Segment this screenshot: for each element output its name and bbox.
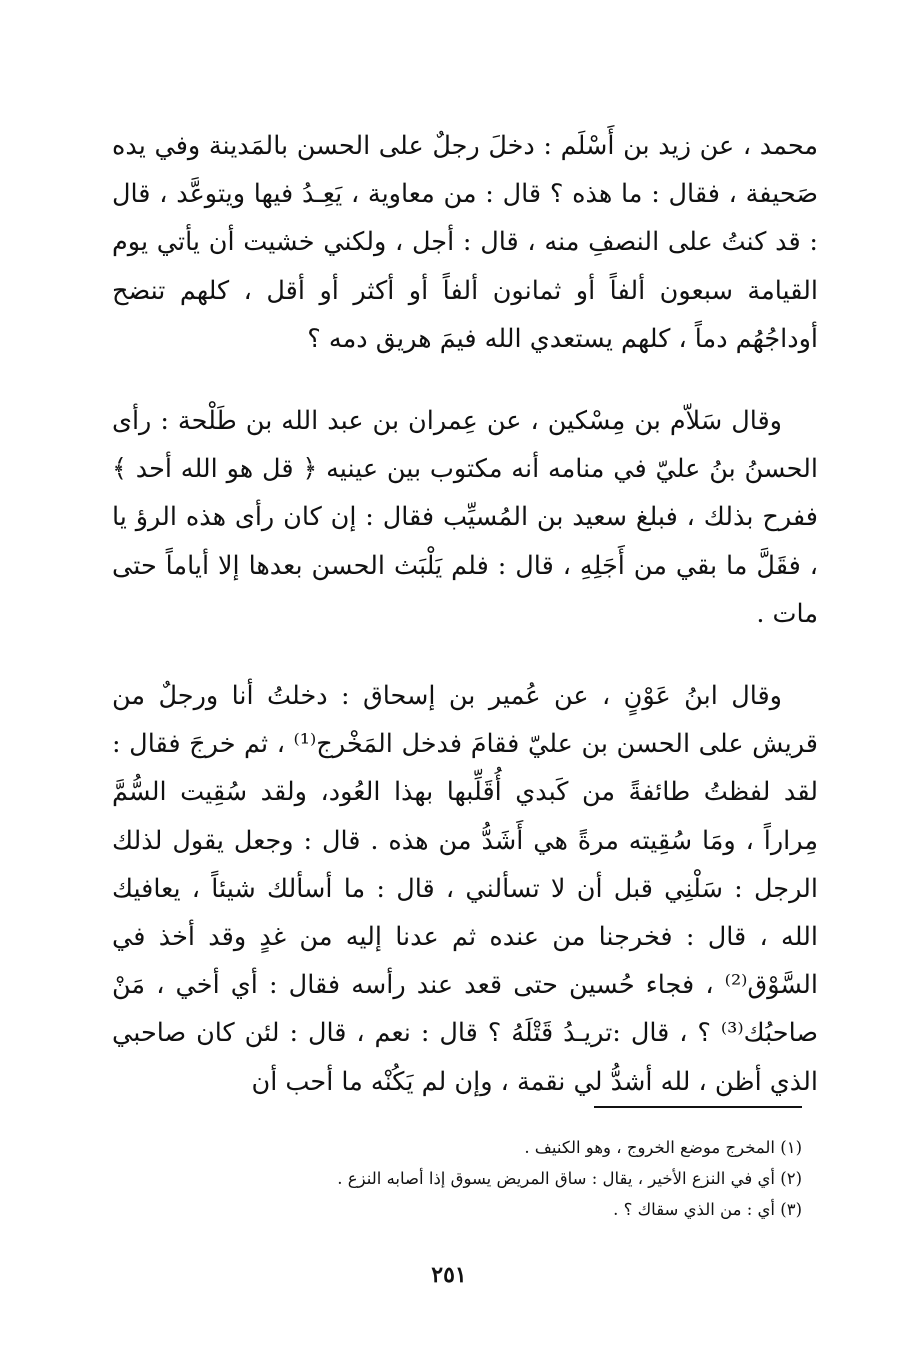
footnote-divider bbox=[594, 1106, 802, 1108]
paragraph-2: وقال سَلاّم بن مِسْكين ، عن عِمران بن عبد الله بن طَلْحة : رأى الحسنُ بنُ عليّ في منامه أنه مكتوب بين عينيه ﴿ قل هو الله أحد ﴾ ففرح بذلك ، فبلغ سعيد بن المُسيِّب فقال : إن كان رأى هذه الرؤ يا ، فقَلَّ ما بقي من أَجَلِهِ ، قال : فلم يَلْبَث الحسن بعدها إلا أياماً حتى مات . bbox=[112, 406, 818, 629]
footnote-2: (٢) أي في النزع الأخير ، يقال : ساق المريض يسوق إذا أصابه النزع . bbox=[337, 1169, 802, 1188]
footnotes bbox=[112, 1132, 802, 1225]
footnote-3: (٣) أي : من الذي سقاك ؟ . bbox=[613, 1200, 802, 1219]
paragraph-3: وقال ابنُ عَوْنٍ ، عن عُمير بن إسحاق : دخلتُ أنا ورجلٌ من قريش على الحسن بن عليّ فقامَ فدخل المَخْرج⁽¹⁾ ، ثم خرجَ فقال : لقد لفظتُ طائفةً من كَبدي أُقَلِّبها بهذا العُود، ولقد سُقِيت السُّمَّ مِراراً ، ومَا سُقِيته مرةً هي أَشَدُّ من هذه . قال : وجعل يقول لذلك الرجل : سَلْنِي قبل أن لا تسألني ، قال : ما أسألك شيئاً ، يعافيك الله ، قال : فخرجنا من عنده ثم عدنا إليه من غدٍ وقد أخذ في السَّوْق⁽²⁾ ، فجاء حُسين حتى قعد عند رأسه فقال : أي أخي ، مَنْ صاحبُك⁽³⁾ ؟ ، قال :تريـدُ قَتْلَهُ ؟ قال : نعم ، قال : لئن كان صاحبي الذي أظن ، لله أشدُّ لي نقمة ، وإن لم يَكُنْه ما أحب أن bbox=[112, 681, 818, 1097]
footnote-1: (١) المخرج موضع الخروج ، وهو الكنيف . bbox=[524, 1138, 802, 1157]
page-number: ٢٥١ bbox=[431, 1262, 467, 1288]
paragraph-1: محمد ، عن زيد بن أَسْلَم : دخلَ رجلٌ على الحسن بالمَدينة وفي يده صَحيفة ، فقال : ما هذه ؟ قال : من معاوية ، يَعِـدُ فيها ويتوعَّد ، قال : قد كنتُ على النصفِ منه ، قال : أجل ، ولكني خشيت أن يأتي يوم القيامة سبعون ألفاً أو ثمانون ألفاً أو أكثر أو أقل ، كلهم تنضح أوداجُهُم دماً ، كلهم يستعدي الله فيمَ هريق دمه ؟ bbox=[112, 131, 818, 354]
main-text bbox=[112, 112, 818, 1106]
